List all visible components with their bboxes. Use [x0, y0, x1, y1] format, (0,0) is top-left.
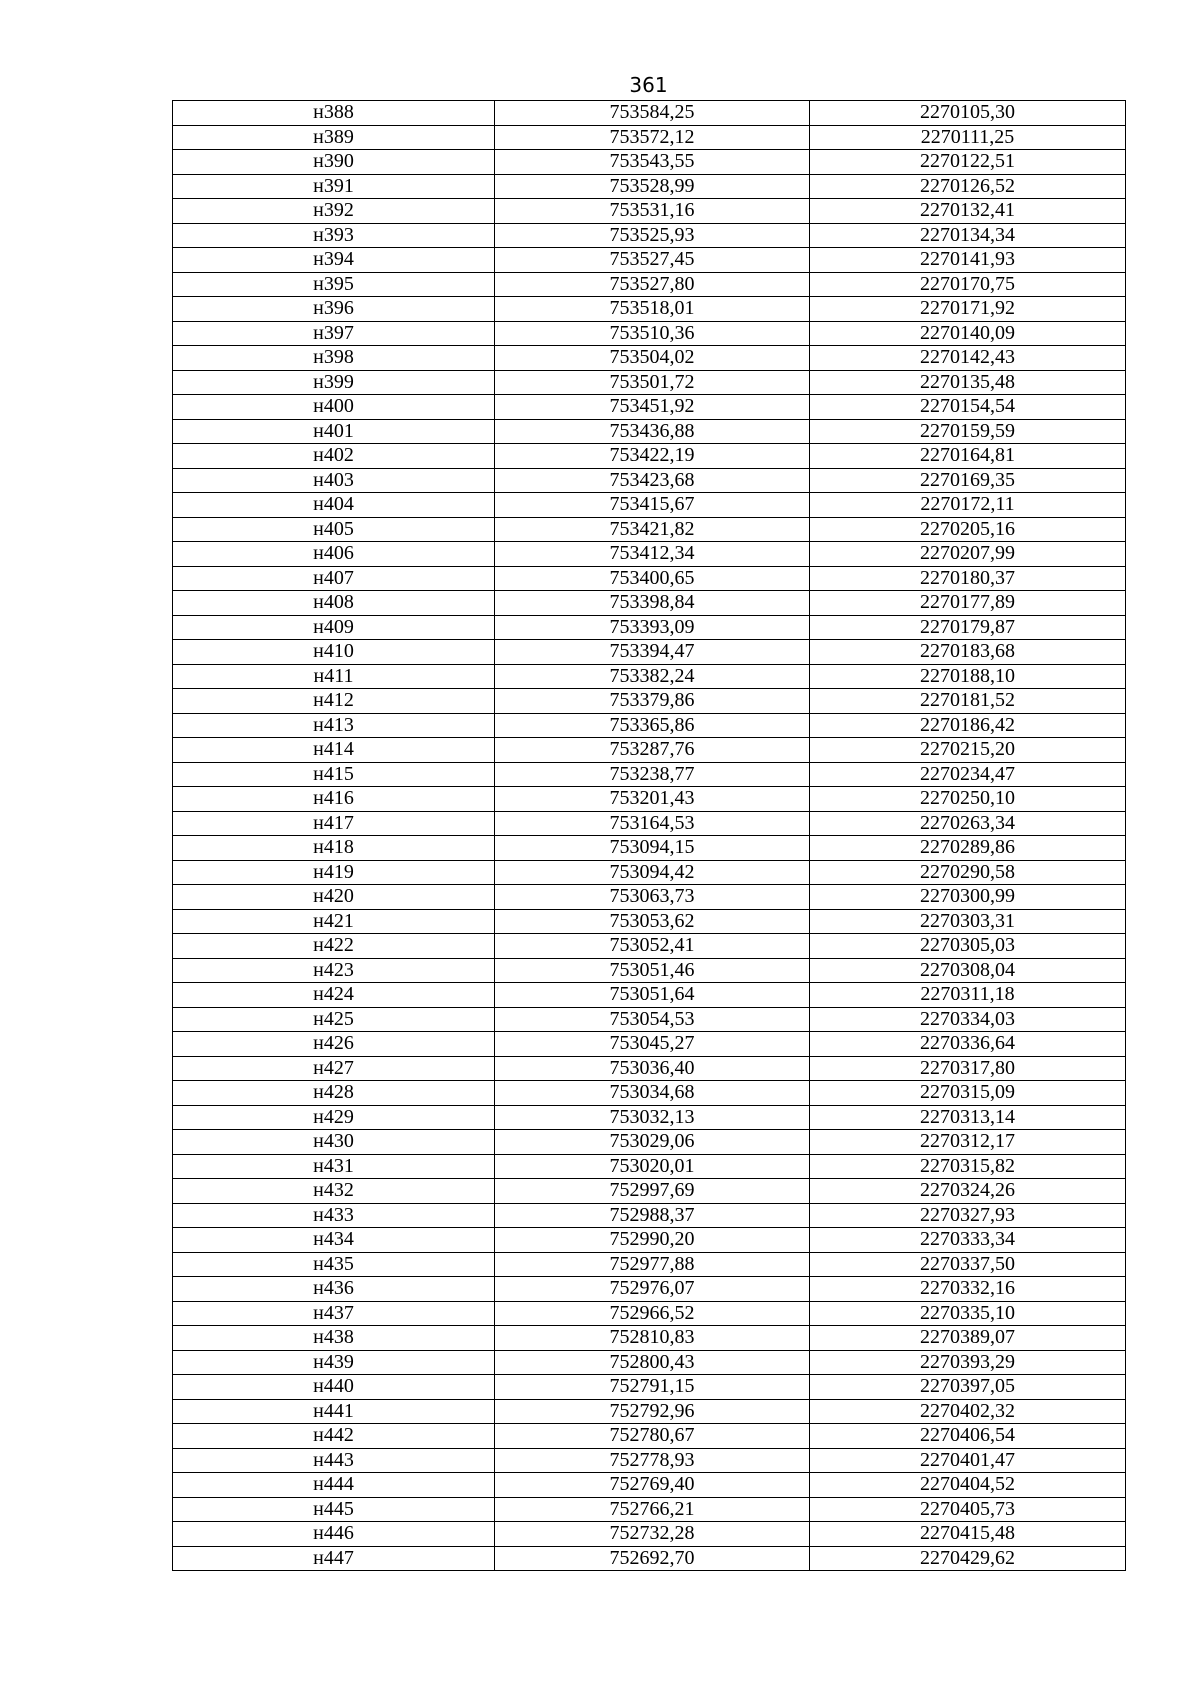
table-row	[173, 1375, 1126, 1400]
y-coordinate-cell: 2270389,07	[810, 1326, 1126, 1351]
x-coordinate-cell: 753164,53	[495, 811, 810, 836]
table-row	[173, 1497, 1126, 1522]
point-id-cell: н401	[173, 419, 495, 444]
point-id-cell: н426	[173, 1032, 495, 1057]
point-id-cell: н443	[173, 1448, 495, 1473]
point-id-cell: н404	[173, 493, 495, 518]
x-coordinate-cell: 753543,55	[495, 150, 810, 175]
y-coordinate-cell: 2270324,26	[810, 1179, 1126, 1204]
point-id-cell: н398	[173, 346, 495, 371]
table-row	[173, 1228, 1126, 1253]
table-row	[173, 591, 1126, 616]
table-row	[173, 689, 1126, 714]
y-coordinate-cell: 2270171,92	[810, 297, 1126, 322]
table-row	[173, 321, 1126, 346]
point-id-cell: н418	[173, 836, 495, 861]
point-id-cell: н431	[173, 1154, 495, 1179]
table-row	[173, 1522, 1126, 1547]
x-coordinate-cell: 753365,86	[495, 713, 810, 738]
table-row	[173, 444, 1126, 469]
table-row	[173, 1203, 1126, 1228]
point-id-cell: н396	[173, 297, 495, 322]
point-id-cell: н390	[173, 150, 495, 175]
table-row	[173, 1105, 1126, 1130]
y-coordinate-cell: 2270234,47	[810, 762, 1126, 787]
point-id-cell: н425	[173, 1007, 495, 1032]
x-coordinate-cell: 753045,27	[495, 1032, 810, 1057]
x-coordinate-cell: 752976,07	[495, 1277, 810, 1302]
y-coordinate-cell: 2270393,29	[810, 1350, 1126, 1375]
x-coordinate-cell: 752791,15	[495, 1375, 810, 1400]
point-id-cell: н424	[173, 983, 495, 1008]
table-row	[173, 1179, 1126, 1204]
point-id-cell: н393	[173, 223, 495, 248]
table-row	[173, 738, 1126, 763]
x-coordinate-cell: 753527,45	[495, 248, 810, 273]
y-coordinate-cell: 2270312,17	[810, 1130, 1126, 1155]
point-id-cell: н422	[173, 934, 495, 959]
y-coordinate-cell: 2270132,41	[810, 199, 1126, 224]
point-id-cell: н436	[173, 1277, 495, 1302]
x-coordinate-cell: 753020,01	[495, 1154, 810, 1179]
y-coordinate-cell: 2270141,93	[810, 248, 1126, 273]
table-row	[173, 664, 1126, 689]
table-row	[173, 983, 1126, 1008]
y-coordinate-cell: 2270317,80	[810, 1056, 1126, 1081]
x-coordinate-cell: 753393,09	[495, 615, 810, 640]
table-row	[173, 1056, 1126, 1081]
x-coordinate-cell: 753528,99	[495, 174, 810, 199]
y-coordinate-cell: 2270122,51	[810, 150, 1126, 175]
coordinates-table-body	[173, 101, 1126, 1571]
table-row	[173, 1399, 1126, 1424]
table-row	[173, 150, 1126, 175]
point-id-cell: н389	[173, 125, 495, 150]
table-row	[173, 101, 1126, 126]
x-coordinate-cell: 752769,40	[495, 1473, 810, 1498]
table-row	[173, 1350, 1126, 1375]
x-coordinate-cell: 753422,19	[495, 444, 810, 469]
y-coordinate-cell: 2270308,04	[810, 958, 1126, 983]
x-coordinate-cell: 753584,25	[495, 101, 810, 126]
y-coordinate-cell: 2270404,52	[810, 1473, 1126, 1498]
page-number: 361	[629, 73, 668, 97]
point-id-cell: н416	[173, 787, 495, 812]
x-coordinate-cell: 753051,64	[495, 983, 810, 1008]
table-row	[173, 1032, 1126, 1057]
x-coordinate-cell: 753412,34	[495, 542, 810, 567]
table-row	[173, 615, 1126, 640]
point-id-cell: н429	[173, 1105, 495, 1130]
point-id-cell: н394	[173, 248, 495, 273]
table-row	[173, 713, 1126, 738]
table-row	[173, 1081, 1126, 1106]
x-coordinate-cell: 753504,02	[495, 346, 810, 371]
point-id-cell: н447	[173, 1546, 495, 1571]
x-coordinate-cell: 753423,68	[495, 468, 810, 493]
y-coordinate-cell: 2270300,99	[810, 885, 1126, 910]
table-row	[173, 1424, 1126, 1449]
table-row	[173, 125, 1126, 150]
x-coordinate-cell: 753400,65	[495, 566, 810, 591]
y-coordinate-cell: 2270135,48	[810, 370, 1126, 395]
y-coordinate-cell: 2270179,87	[810, 615, 1126, 640]
point-id-cell: н428	[173, 1081, 495, 1106]
point-id-cell: н403	[173, 468, 495, 493]
table-row	[173, 566, 1126, 591]
x-coordinate-cell: 753063,73	[495, 885, 810, 910]
x-coordinate-cell: 752997,69	[495, 1179, 810, 1204]
point-id-cell: н415	[173, 762, 495, 787]
table-row	[173, 517, 1126, 542]
x-coordinate-cell: 752732,28	[495, 1522, 810, 1547]
table-row	[173, 1301, 1126, 1326]
point-id-cell: н440	[173, 1375, 495, 1400]
table-row	[173, 909, 1126, 934]
table-row	[173, 493, 1126, 518]
table-row	[173, 885, 1126, 910]
x-coordinate-cell: 753094,42	[495, 860, 810, 885]
y-coordinate-cell: 2270164,81	[810, 444, 1126, 469]
table-row	[173, 248, 1126, 273]
point-id-cell: н421	[173, 909, 495, 934]
y-coordinate-cell: 2270406,54	[810, 1424, 1126, 1449]
point-id-cell: н397	[173, 321, 495, 346]
table-row	[173, 1473, 1126, 1498]
y-coordinate-cell: 2270111,25	[810, 125, 1126, 150]
point-id-cell: н417	[173, 811, 495, 836]
x-coordinate-cell: 753052,41	[495, 934, 810, 959]
y-coordinate-cell: 2270334,03	[810, 1007, 1126, 1032]
table-row	[173, 223, 1126, 248]
x-coordinate-cell: 752800,43	[495, 1350, 810, 1375]
point-id-cell: н430	[173, 1130, 495, 1155]
table-row	[173, 934, 1126, 959]
point-id-cell: н441	[173, 1399, 495, 1424]
y-coordinate-cell: 2270215,20	[810, 738, 1126, 763]
x-coordinate-cell: 753398,84	[495, 591, 810, 616]
table-row	[173, 199, 1126, 224]
point-id-cell: н406	[173, 542, 495, 567]
y-coordinate-cell: 2270126,52	[810, 174, 1126, 199]
x-coordinate-cell: 753572,12	[495, 125, 810, 150]
table-row	[173, 174, 1126, 199]
table-row	[173, 860, 1126, 885]
table-row	[173, 762, 1126, 787]
x-coordinate-cell: 753510,36	[495, 321, 810, 346]
x-coordinate-cell: 753032,13	[495, 1105, 810, 1130]
y-coordinate-cell: 2270335,10	[810, 1301, 1126, 1326]
table-row	[173, 468, 1126, 493]
y-coordinate-cell: 2270405,73	[810, 1497, 1126, 1522]
y-coordinate-cell: 2270142,43	[810, 346, 1126, 371]
x-coordinate-cell: 753451,92	[495, 395, 810, 420]
y-coordinate-cell: 2270180,37	[810, 566, 1126, 591]
y-coordinate-cell: 2270397,05	[810, 1375, 1126, 1400]
point-id-cell: н395	[173, 272, 495, 297]
y-coordinate-cell: 2270305,03	[810, 934, 1126, 959]
x-coordinate-cell: 752988,37	[495, 1203, 810, 1228]
point-id-cell: н437	[173, 1301, 495, 1326]
y-coordinate-cell: 2270169,35	[810, 468, 1126, 493]
point-id-cell: н412	[173, 689, 495, 714]
point-id-cell: н388	[173, 101, 495, 126]
point-id-cell: н402	[173, 444, 495, 469]
table-row	[173, 370, 1126, 395]
point-id-cell: н414	[173, 738, 495, 763]
y-coordinate-cell: 2270290,58	[810, 860, 1126, 885]
y-coordinate-cell: 2270205,16	[810, 517, 1126, 542]
x-coordinate-cell: 753421,82	[495, 517, 810, 542]
point-id-cell: н419	[173, 860, 495, 885]
y-coordinate-cell: 2270172,11	[810, 493, 1126, 518]
x-coordinate-cell: 753036,40	[495, 1056, 810, 1081]
table-row	[173, 346, 1126, 371]
x-coordinate-cell: 752966,52	[495, 1301, 810, 1326]
x-coordinate-cell: 752692,70	[495, 1546, 810, 1571]
y-coordinate-cell: 2270186,42	[810, 713, 1126, 738]
point-id-cell: н420	[173, 885, 495, 910]
point-id-cell: н445	[173, 1497, 495, 1522]
point-id-cell: н427	[173, 1056, 495, 1081]
table-row	[173, 811, 1126, 836]
x-coordinate-cell: 752780,67	[495, 1424, 810, 1449]
x-coordinate-cell: 753053,62	[495, 909, 810, 934]
x-coordinate-cell: 753527,80	[495, 272, 810, 297]
y-coordinate-cell: 2270303,31	[810, 909, 1126, 934]
point-id-cell: н409	[173, 615, 495, 640]
y-coordinate-cell: 2270315,82	[810, 1154, 1126, 1179]
y-coordinate-cell: 2270311,18	[810, 983, 1126, 1008]
point-id-cell: н405	[173, 517, 495, 542]
y-coordinate-cell: 2270105,30	[810, 101, 1126, 126]
x-coordinate-cell: 753287,76	[495, 738, 810, 763]
x-coordinate-cell: 753415,67	[495, 493, 810, 518]
point-id-cell: н423	[173, 958, 495, 983]
x-coordinate-cell: 753051,46	[495, 958, 810, 983]
table-row	[173, 1277, 1126, 1302]
y-coordinate-cell: 2270332,16	[810, 1277, 1126, 1302]
y-coordinate-cell: 2270181,52	[810, 689, 1126, 714]
point-id-cell: н432	[173, 1179, 495, 1204]
point-id-cell: н392	[173, 199, 495, 224]
table-row	[173, 958, 1126, 983]
point-id-cell: н446	[173, 1522, 495, 1547]
y-coordinate-cell: 2270140,09	[810, 321, 1126, 346]
x-coordinate-cell: 753034,68	[495, 1081, 810, 1106]
point-id-cell: н411	[173, 664, 495, 689]
x-coordinate-cell: 753525,93	[495, 223, 810, 248]
y-coordinate-cell: 2270333,34	[810, 1228, 1126, 1253]
point-id-cell: н434	[173, 1228, 495, 1253]
x-coordinate-cell: 753201,43	[495, 787, 810, 812]
point-id-cell: н444	[173, 1473, 495, 1498]
x-coordinate-cell: 753501,72	[495, 370, 810, 395]
table-row	[173, 297, 1126, 322]
point-id-cell: н407	[173, 566, 495, 591]
x-coordinate-cell: 752778,93	[495, 1448, 810, 1473]
table-row	[173, 1326, 1126, 1351]
x-coordinate-cell: 752990,20	[495, 1228, 810, 1253]
table-row	[173, 272, 1126, 297]
y-coordinate-cell: 2270183,68	[810, 640, 1126, 665]
x-coordinate-cell: 753054,53	[495, 1007, 810, 1032]
x-coordinate-cell: 753029,06	[495, 1130, 810, 1155]
y-coordinate-cell: 2270159,59	[810, 419, 1126, 444]
x-coordinate-cell: 753382,24	[495, 664, 810, 689]
table-row	[173, 1130, 1126, 1155]
x-coordinate-cell: 752766,21	[495, 1497, 810, 1522]
y-coordinate-cell: 2270134,34	[810, 223, 1126, 248]
point-id-cell: н399	[173, 370, 495, 395]
x-coordinate-cell: 752792,96	[495, 1399, 810, 1424]
point-id-cell: н442	[173, 1424, 495, 1449]
y-coordinate-cell: 2270154,54	[810, 395, 1126, 420]
y-coordinate-cell: 2270429,62	[810, 1546, 1126, 1571]
table-row	[173, 640, 1126, 665]
point-id-cell: н438	[173, 1326, 495, 1351]
table-row	[173, 419, 1126, 444]
y-coordinate-cell: 2270263,34	[810, 811, 1126, 836]
x-coordinate-cell: 752810,83	[495, 1326, 810, 1351]
table-row	[173, 542, 1126, 567]
y-coordinate-cell: 2270188,10	[810, 664, 1126, 689]
point-id-cell: н413	[173, 713, 495, 738]
point-id-cell: н433	[173, 1203, 495, 1228]
y-coordinate-cell: 2270207,99	[810, 542, 1126, 567]
x-coordinate-cell: 753518,01	[495, 297, 810, 322]
table-row	[173, 1154, 1126, 1179]
point-id-cell: н391	[173, 174, 495, 199]
table-row	[173, 1007, 1126, 1032]
y-coordinate-cell: 2270415,48	[810, 1522, 1126, 1547]
point-id-cell: н410	[173, 640, 495, 665]
table-row	[173, 1252, 1126, 1277]
y-coordinate-cell: 2270337,50	[810, 1252, 1126, 1277]
x-coordinate-cell: 753238,77	[495, 762, 810, 787]
y-coordinate-cell: 2270289,86	[810, 836, 1126, 861]
y-coordinate-cell: 2270402,32	[810, 1399, 1126, 1424]
x-coordinate-cell: 753379,86	[495, 689, 810, 714]
y-coordinate-cell: 2270336,64	[810, 1032, 1126, 1057]
y-coordinate-cell: 2270401,47	[810, 1448, 1126, 1473]
table-row	[173, 787, 1126, 812]
y-coordinate-cell: 2270177,89	[810, 591, 1126, 616]
table-row	[173, 836, 1126, 861]
table-row	[173, 1448, 1126, 1473]
y-coordinate-cell: 2270313,14	[810, 1105, 1126, 1130]
x-coordinate-cell: 753436,88	[495, 419, 810, 444]
point-id-cell: н408	[173, 591, 495, 616]
y-coordinate-cell: 2270327,93	[810, 1203, 1126, 1228]
y-coordinate-cell: 2270315,09	[810, 1081, 1126, 1106]
x-coordinate-cell: 753531,16	[495, 199, 810, 224]
x-coordinate-cell: 753394,47	[495, 640, 810, 665]
point-id-cell: н400	[173, 395, 495, 420]
y-coordinate-cell: 2270170,75	[810, 272, 1126, 297]
table-row	[173, 395, 1126, 420]
x-coordinate-cell: 752977,88	[495, 1252, 810, 1277]
point-id-cell: н435	[173, 1252, 495, 1277]
point-id-cell: н439	[173, 1350, 495, 1375]
y-coordinate-cell: 2270250,10	[810, 787, 1126, 812]
x-coordinate-cell: 753094,15	[495, 836, 810, 861]
coordinates-table	[172, 100, 1126, 1571]
table-row	[173, 1546, 1126, 1571]
